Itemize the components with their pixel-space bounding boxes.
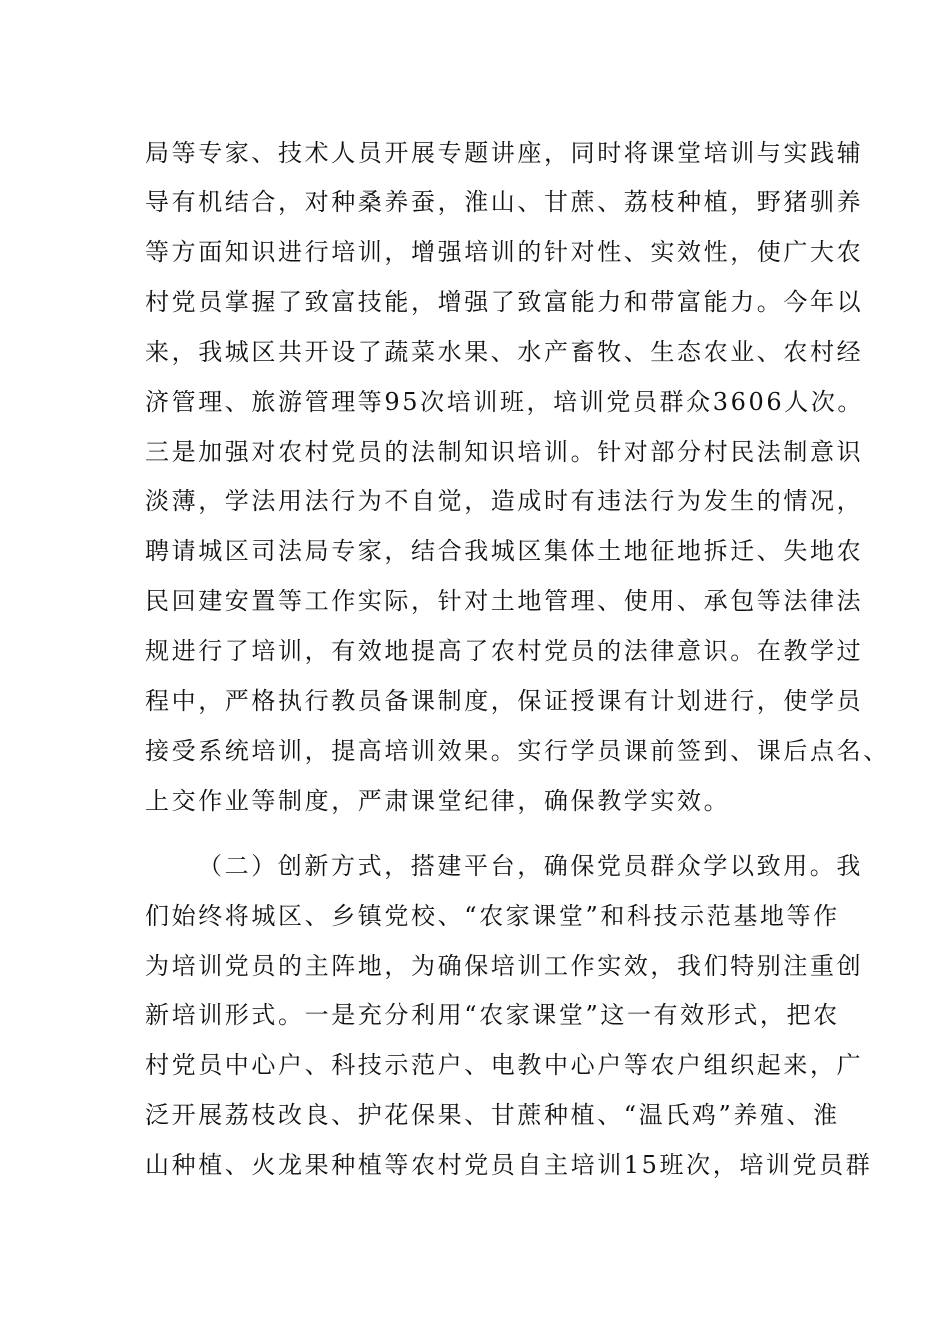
- paragraph-1-line-9: 聘请城区司法局专家，结合我城区集体土地征地拆迁、失地农: [145, 537, 864, 565]
- paragraph-1-line-6: 济管理、旅游管理等95次培训班，培训党员群众3606人次。: [145, 388, 865, 416]
- paragraph-2-line-6: 泛开展荔枝改良、护花保果、甘蔗种植、“温氏鸡”养殖、淮: [145, 1101, 840, 1129]
- paragraph-1-line-10: 民回建安置等工作实际，针对土地管理、使用、承包等法律法: [145, 587, 864, 615]
- paragraph-1-line-12: 程中，严格执行教员备课制度，保证授课有计划进行，使学员: [145, 687, 864, 715]
- paragraph-2-line-4: 新培训形式。一是充分利用“农家课堂”这一有效形式，把农: [145, 1001, 840, 1029]
- paragraph-1-line-3: 等方面知识进行培训，增强培训的针对性、实效性，使广大农: [145, 238, 864, 266]
- paragraph-1-line-13: 接受系统培训，提高培训效果。实行学员课前签到、课后点名、: [145, 737, 890, 765]
- paragraph-1-line-11: 规进行了培训，有效地提高了农村党员的法律意识。在教学过: [145, 637, 864, 665]
- paragraph-1-line-4: 村党员掌握了致富技能，增强了致富能力和带富能力。今年以: [145, 288, 864, 316]
- paragraph-1-line-8: 淡薄，学法用法行为不自觉，造成时有违法行为发生的情况，: [145, 487, 864, 515]
- paragraph-1-line-7: 三是加强对农村党员的法制知识培训。针对部分村民法制意识: [145, 438, 864, 466]
- paragraph-2-line-2: 们始终将城区、乡镇党校、“农家课堂”和科技示范基地等作: [145, 902, 840, 930]
- paragraph-1-line-5: 来，我城区共开设了蔬菜水果、水产畜牧、生态农业、农村经: [145, 338, 864, 366]
- paragraph-1-line-1: 局等专家、技术人员开展专题讲座，同时将课堂培训与实践辅: [145, 139, 864, 167]
- paragraph-1-line-14: 上交作业等制度，严肃课堂纪律，确保教学实效。: [145, 787, 731, 815]
- paragraph-2-line-3: 为培训党员的主阵地，为确保培训工作实效，我们特别注重创: [145, 952, 864, 980]
- paragraph-2-line-5: 村党员中心户、科技示范户、电教中心户等农户组织起来，广: [145, 1051, 864, 1079]
- paragraph-2-line-1: （二）创新方式，搭建平台，确保党员群众学以致用。我: [198, 852, 863, 880]
- paragraph-2-line-7: 山种植、火龙果种植等农村党员自主培训15班次，培训党员群: [145, 1151, 873, 1179]
- paragraph-1-line-2: 导有机结合，对种桑养蚕，淮山、甘蔗、荔枝种植，野猪驯养: [145, 188, 864, 216]
